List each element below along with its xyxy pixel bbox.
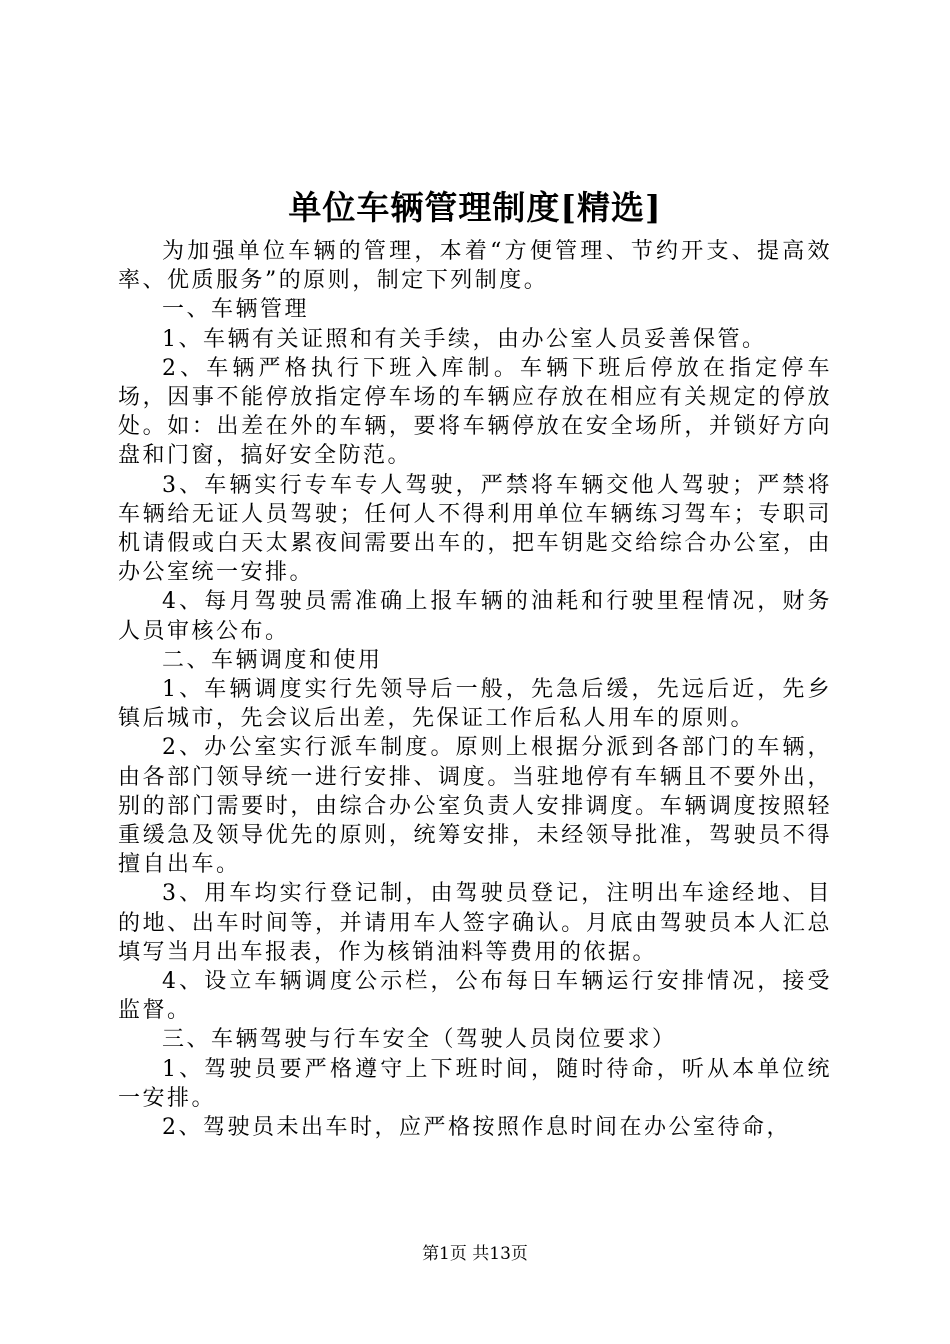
paragraph-3-2: 2、驾驶员未出车时，应严格按照作息时间在办公室待命， — [162, 1115, 791, 1141]
section-heading-3: 三、车辆驾驶与行车安全（驾驶人员岗位要求） — [162, 1027, 677, 1053]
paragraph-2-3: 3、用车均实行登记制，由驾驶员登记，注明出车途经地、目的地、出车时间等，并请用车人签字确认。月底由驾驶员本人汇总填写当月出车报表，作为核销油料等费用的依据。 — [118, 881, 832, 965]
paragraph-1-3: 3、车辆实行专车专人驾驶，严禁将车辆交他人驾驶；严禁将车辆给无证人员驾驶；任何人不得利用单位车辆练习驾车；专职司机请假或白天太累夜间需要出车的，把车钥匙交给综合办公室，由办公室统一安排。 — [118, 472, 832, 586]
document-title: 单位车辆管理制度[精选] — [288, 188, 662, 227]
section-heading-1: 一、车辆管理 — [162, 297, 310, 323]
paragraph-1-2: 2、车辆严格执行下班入库制。车辆下班后停放在指定停车场，因事不能停放指定停车场的车辆应存放在相应有关规定的停放处。如：出差在外的车辆，要将车辆停放在安全场所，并锁好方向盘和门窗，搞好安全防范。 — [118, 355, 832, 469]
paragraph-1-4: 4、每月驾驶员需准确上报车辆的油耗和行驶里程情况，财务人员审核公布。 — [118, 589, 832, 644]
paragraph-intro: 为加强单位车辆的管理，本着“方便管理、节约开支、提高效率、优质服务”的原则，制定下列制度。 — [118, 239, 832, 294]
document-body — [118, 237, 832, 1142]
paragraph-2-1: 1、车辆调度实行先领导后一般，先急后缓，先远后近，先乡镇后城市，先会议后出差，先保证工作后私人用车的原则。 — [118, 677, 832, 732]
paragraph-2-4: 4、设立车辆调度公示栏，公布每日车辆运行安排情况，接受监督。 — [118, 969, 832, 1024]
paragraph-3-1: 1、驾驶员要严格遵守上下班时间，随时待命，听从本单位统一安排。 — [118, 1056, 832, 1111]
paragraph-1-1: 1、车辆有关证照和有关手续，由办公室人员妥善保管。 — [162, 326, 767, 352]
page-number-footer: 第1页 共13页 — [422, 1244, 528, 1264]
paragraph-2-2: 2、办公室实行派车制度。原则上根据分派到各部门的车辆，由各部门领导统一进行安排、调度。当驻地停有车辆且不要外出，别的部门需要时，由综合办公室负责人安排调度。车辆调度按照轻重缓急及领导优先的原则，统筹安排，未经领导批准，驾驶员不得擅自出车。 — [118, 735, 832, 878]
section-heading-2: 二、车辆调度和使用 — [162, 647, 383, 673]
